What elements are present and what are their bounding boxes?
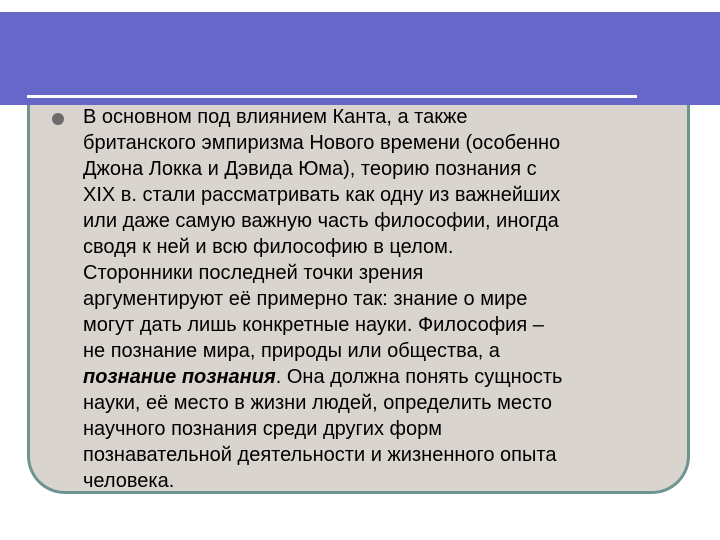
paragraph-line: сводя к ней и всю философию в целом. (83, 236, 454, 258)
paragraph-line: XIX в. стали рассматривать как одну из важнейших (83, 184, 561, 206)
paragraph-line: могут дать лишь конкретные науки. Философия – (83, 314, 544, 336)
paragraph-line: человека. (83, 470, 175, 492)
paragraph-line: аргументируют её примерно так: знание о мире (83, 288, 528, 310)
paragraph-line: Джона Локка и Дэвида Юма), теорию познания с (83, 158, 537, 180)
slide-header-band (0, 12, 720, 105)
header-divider (27, 95, 637, 98)
paragraph-line: научного познания среди других форм (83, 418, 442, 440)
paragraph-line: познавательной деятельности и жизненного опыта (83, 444, 557, 466)
paragraph-line: Сторонники последней точки зрения (83, 262, 424, 284)
paragraph-line-emphasis (83, 364, 683, 390)
bullet-paragraph (83, 104, 683, 494)
paragraph-line: науки, её место в жизни людей, определить место (83, 392, 553, 414)
paragraph-line: британского эмпиризма Нового времени (особенно (83, 132, 561, 154)
paragraph-line: В основном под влиянием Канта, а также (83, 106, 468, 128)
paragraph-line: или даже самую важную часть философии, иногда (83, 210, 559, 232)
paragraph-line: не познание мира, природы или общества, а (83, 340, 500, 362)
bullet-dot-icon (52, 113, 64, 125)
emphasis-phrase: познание познания (83, 366, 276, 388)
emphasis-continuation: . Она должна понять сущность (275, 366, 563, 388)
